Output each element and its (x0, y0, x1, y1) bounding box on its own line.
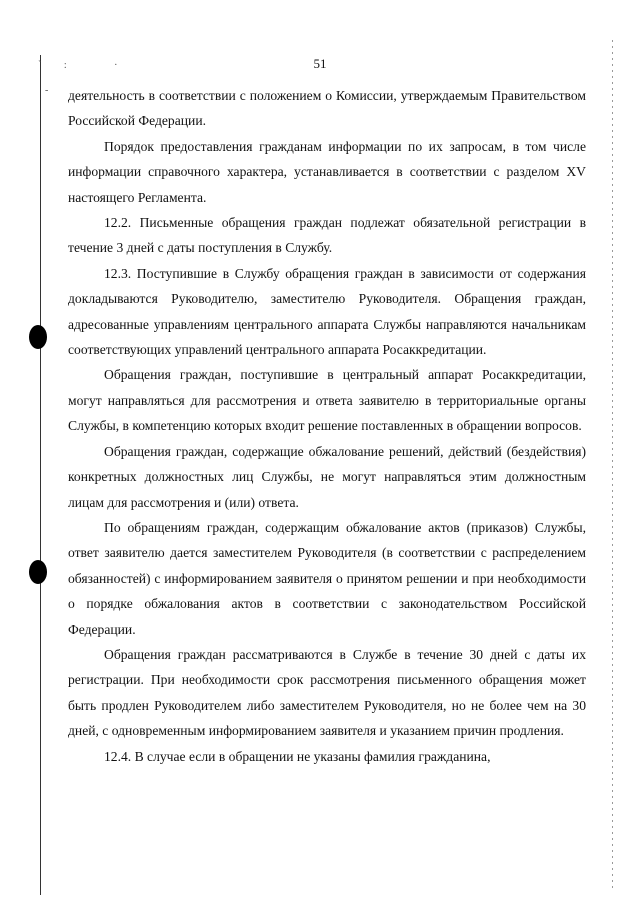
scan-specks: ` : · (38, 60, 128, 71)
paragraph: По обращениям граждан, содержащим обжалование актов (приказов) Службы, ответ заявителю дается заместителем Руководителя (в соответствии с распределением обязанностей) с информированием заявителя о принятом решении и при необходимости о порядке обжалования актов в соответствии с законодательством Российской Федерации. (68, 519, 586, 637)
binder-hole (29, 560, 47, 584)
right-page-edge (612, 40, 613, 890)
paragraph: 12.3. Поступившие в Службу обращения граждан в зависимости от содержания докладываются Руководителю, заместителю Руководителя. Обращения граждан, адресованные управлениям центрального аппарата Службы направляются начальникам соответствующих управлений центрального аппарата Росаккредитации. (68, 265, 586, 358)
paragraph: 12.2. Письменные обращения граждан подлежат обязательной регистрации в течение 3 дней с даты поступления в Службу. (68, 215, 586, 256)
page-number: 51 (313, 56, 327, 71)
paragraph: Обращения граждан, поступившие в центральный аппарат Росаккредитации, могут направляться для рассмотрения и ответа заявителю в территориальные органы Службы, в компетенцию которых входит решение поставленных в обращении вопросов. (68, 367, 586, 434)
paragraph: деятельность в соответствии с положением о Комиссии, утверждаемым Правительством Российской Федерации. (68, 88, 586, 129)
left-margin-line (40, 55, 41, 895)
paragraph: Порядок предоставления гражданам информации по их запросам, в том числе информации справочного характера, устанавливается в соответствии с разделом XV настоящего Регламента. (68, 138, 586, 205)
paragraph: Обращения граждан, содержащие обжалование решений, действий (бездействия) конкретных должностных лиц Службы, не могут направляться этим должностным лицам для рассмотрения и (или) ответа. (68, 443, 586, 510)
body-text (68, 83, 586, 769)
binder-hole (29, 325, 47, 349)
scan-speck: - (45, 85, 49, 96)
paragraph: Обращения граждан рассматриваются в Службе в течение 30 дней с даты их регистрации. При необходимости срок рассмотрения письменного обращения может быть продлен Руководителем либо заместителем Руководителя, но не более чем на 30 дней, с одновременным информированием заявителя и указанием причин продления. (68, 646, 586, 739)
paragraph: 12.4. В случае если в обращении не указаны фамилия гражданина, (104, 748, 491, 764)
